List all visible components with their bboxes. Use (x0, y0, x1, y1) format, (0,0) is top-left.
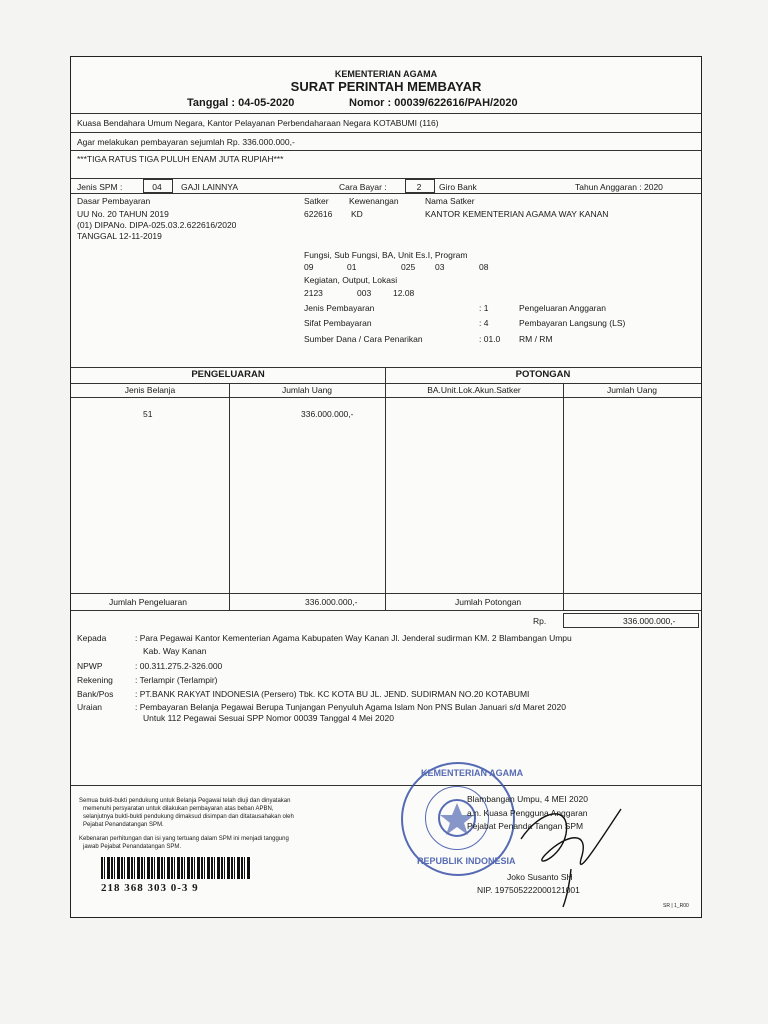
kegiatan-v3: 12.08 (393, 288, 415, 298)
satker-header: Satker (304, 196, 329, 206)
jumlah-potongan-label: Jumlah Potongan (455, 597, 522, 607)
rekening-label: Rekening (77, 675, 113, 685)
signer-nip: NIP. 197505222000121001 (477, 885, 580, 895)
sign-role-2: Pejabat Penanda Tangan SPM (467, 821, 584, 831)
fungsi-v4: 03 (435, 262, 445, 272)
stamp-bottom-text: REPUBLIK INDONESIA (417, 856, 516, 866)
bank-value: : PT.BANK RAKYAT INDONESIA (Persero) Tbk. KC KOTA BU JL. JEND. SUDIRMAN NO.20 KOTABUMI (135, 689, 530, 699)
potongan-header: POTONGAN (515, 369, 571, 380)
amount-in-words: ***TIGA RATUS TIGA PULUH ENAM JUTA RUPIAH*** (77, 154, 284, 164)
uraian-value-2: Untuk 112 Pegawai Sesuai SPP Nomor 00039 Tanggal 4 Mei 2020 (143, 713, 394, 723)
fungsi-v1: 09 (304, 262, 314, 272)
jumlah-pengeluaran-value: 336.000.000,- (305, 597, 358, 607)
fungsi-label: Fungsi, Sub Fungsi, BA, Unit Es.I, Program (304, 250, 468, 260)
stamp-top-text: KEMENTERIAN AGAMA (421, 768, 524, 778)
total-amount: 336.000.000,- (623, 616, 676, 626)
note-2-line-1: Kebenaran perhitungan dan isi yang tertuang dalam SPM ini menjadi tanggung (79, 836, 289, 842)
sumber-dana-label: Sumber Dana / Cara Penarikan (304, 334, 423, 344)
nama-satker-header: Nama Satker (425, 196, 475, 206)
nama-satker-value: KANTOR KEMENTERIAN AGAMA WAY KANAN (425, 209, 609, 219)
rp-label: Rp. (533, 616, 547, 626)
jenis-spm-label: Jenis SPM : (77, 182, 123, 192)
fungsi-v3: 025 (401, 262, 416, 272)
jenis-pembayaran-code: : 1 (479, 303, 489, 313)
dasar-line-1: UU No. 20 TAHUN 2019 (77, 209, 169, 219)
col-jumlah-uang-2: Jumlah Uang (606, 385, 658, 395)
spm-document (70, 56, 702, 918)
sign-role-1: a.n. Kuasa Pengguna Anggaran (467, 808, 588, 818)
document-date: Tanggal : 04-05-2020 (187, 97, 295, 109)
kewenangan-value: KD (351, 209, 363, 219)
sumber-dana-value: RM / RM (519, 334, 553, 344)
belanja-amount: 336.000.000,- (301, 409, 354, 419)
cara-bayar-value: Giro Bank (439, 182, 477, 192)
barcode (101, 857, 251, 879)
uraian-label: Uraian (77, 702, 103, 712)
jenis-pembayaran-value: Pengeluaran Anggaran (519, 303, 606, 313)
jumlah-pengeluaran-label: Jumlah Pengeluaran (109, 597, 187, 607)
col-jenis-belanja: Jenis Belanja (124, 385, 176, 395)
kegiatan-v2: 003 (357, 288, 372, 298)
bank-label: Bank/Pos (77, 689, 114, 699)
note-1-line-3: selanjutnya bukti-bukti pendukung dimaksud disimpan dan ditatausahakan oleh (83, 814, 294, 820)
col-jumlah-uang-1: Jumlah Uang (281, 385, 333, 395)
dasar-line-3: TANGGAL 12-11-2019 (77, 231, 162, 241)
jenis-spm-code: 04 (152, 182, 162, 192)
document-title: SURAT PERINTAH MEMBAYAR (290, 79, 482, 94)
ministry-name: KEMENTERIAN AGAMA (334, 69, 438, 79)
note-1-line-1: Semua bukti-bukti pendukung untuk Belanja Pegawai telah diuji dan dinyatakan (79, 798, 291, 804)
jenis-spm-value: GAJI LAINNYA (181, 182, 238, 192)
authority-line: Kuasa Bendahara Umum Negara, Kantor Pelayanan Perbendaharaan Negara KOTABUMI (116) (77, 118, 439, 128)
note-1-line-4: Pejabat Penandatangan SPM. (83, 822, 164, 828)
kegiatan-v1: 2123 (304, 288, 323, 298)
kepada-value: : Para Pegawai Kantor Kementerian Agama Kabupaten Way Kanan Jl. Jenderal sudirman KM. 2 Blambangan Umpu (135, 633, 572, 643)
kewenangan-header: Kewenangan (349, 196, 399, 206)
fungsi-v2: 01 (347, 262, 357, 272)
sumber-dana-code: : 01.0 (479, 334, 501, 344)
kepada-value-2: Kab. Way Kanan (143, 646, 207, 656)
tahun-anggaran: Tahun Anggaran : 2020 (575, 182, 663, 192)
belanja-code: 51 (143, 409, 153, 419)
form-code: SR | 1_R00 (663, 903, 689, 909)
kegiatan-label: Kegiatan, Output, Lokasi (304, 275, 398, 285)
note-1-line-2: memenuhi persyaratan untuk dilakukan pembayaran atas beban APBN, (83, 806, 274, 812)
sifat-pembayaran-value: Pembayaran Langsung (LS) (519, 318, 626, 328)
sifat-pembayaran-code: : 4 (479, 318, 489, 328)
sign-place-date: Blambangan Umpu, 4 MEI 2020 (467, 794, 588, 804)
cara-bayar-label: Cara Bayar : (339, 182, 387, 192)
kepada-label: Kepada (77, 633, 107, 643)
note-2-line-2: jawab Pejabat Penandatangan SPM. (83, 844, 182, 850)
rekening-value: : Terlampir (Terlampir) (135, 675, 218, 685)
uraian-value: : Pembayaran Belanja Pegawai Berupa Tunjangan Penyuluh Agama Islam Non PNS Bulan Januari s/d Maret 2020 (135, 702, 566, 712)
dasar-line-2: (01) DIPANo. DIPA-025.03.2.622616/2020 (77, 220, 237, 230)
pengeluaran-header: PENGELUARAN (191, 369, 265, 380)
sifat-pembayaran-label: Sifat Pembayaran (304, 318, 372, 328)
fungsi-v5: 08 (479, 262, 489, 272)
npwp-value: : 00.311.275.2-326.000 (135, 661, 223, 671)
npwp-label: NPWP (77, 661, 103, 671)
dasar-pembayaran-label: Dasar Pembayaran (77, 196, 151, 206)
satker-code: 622616 (304, 209, 333, 219)
jenis-pembayaran-label: Jenis Pembayaran (304, 303, 375, 313)
cara-bayar-code: 2 (416, 182, 422, 192)
official-stamp (401, 762, 524, 876)
document-number: Nomor : 00039/622616/PAH/2020 (349, 97, 518, 109)
barcode-number: 218 368 303 0-3 9 (101, 882, 199, 894)
col-akun-satker: BA.Unit.Lok.Akun.Satker (427, 385, 521, 395)
signer-name: Joko Susanto SH (507, 872, 573, 882)
amount-instruction: Agar melakukan pembayaran sejumlah Rp. 336.000.000,- (77, 137, 295, 147)
